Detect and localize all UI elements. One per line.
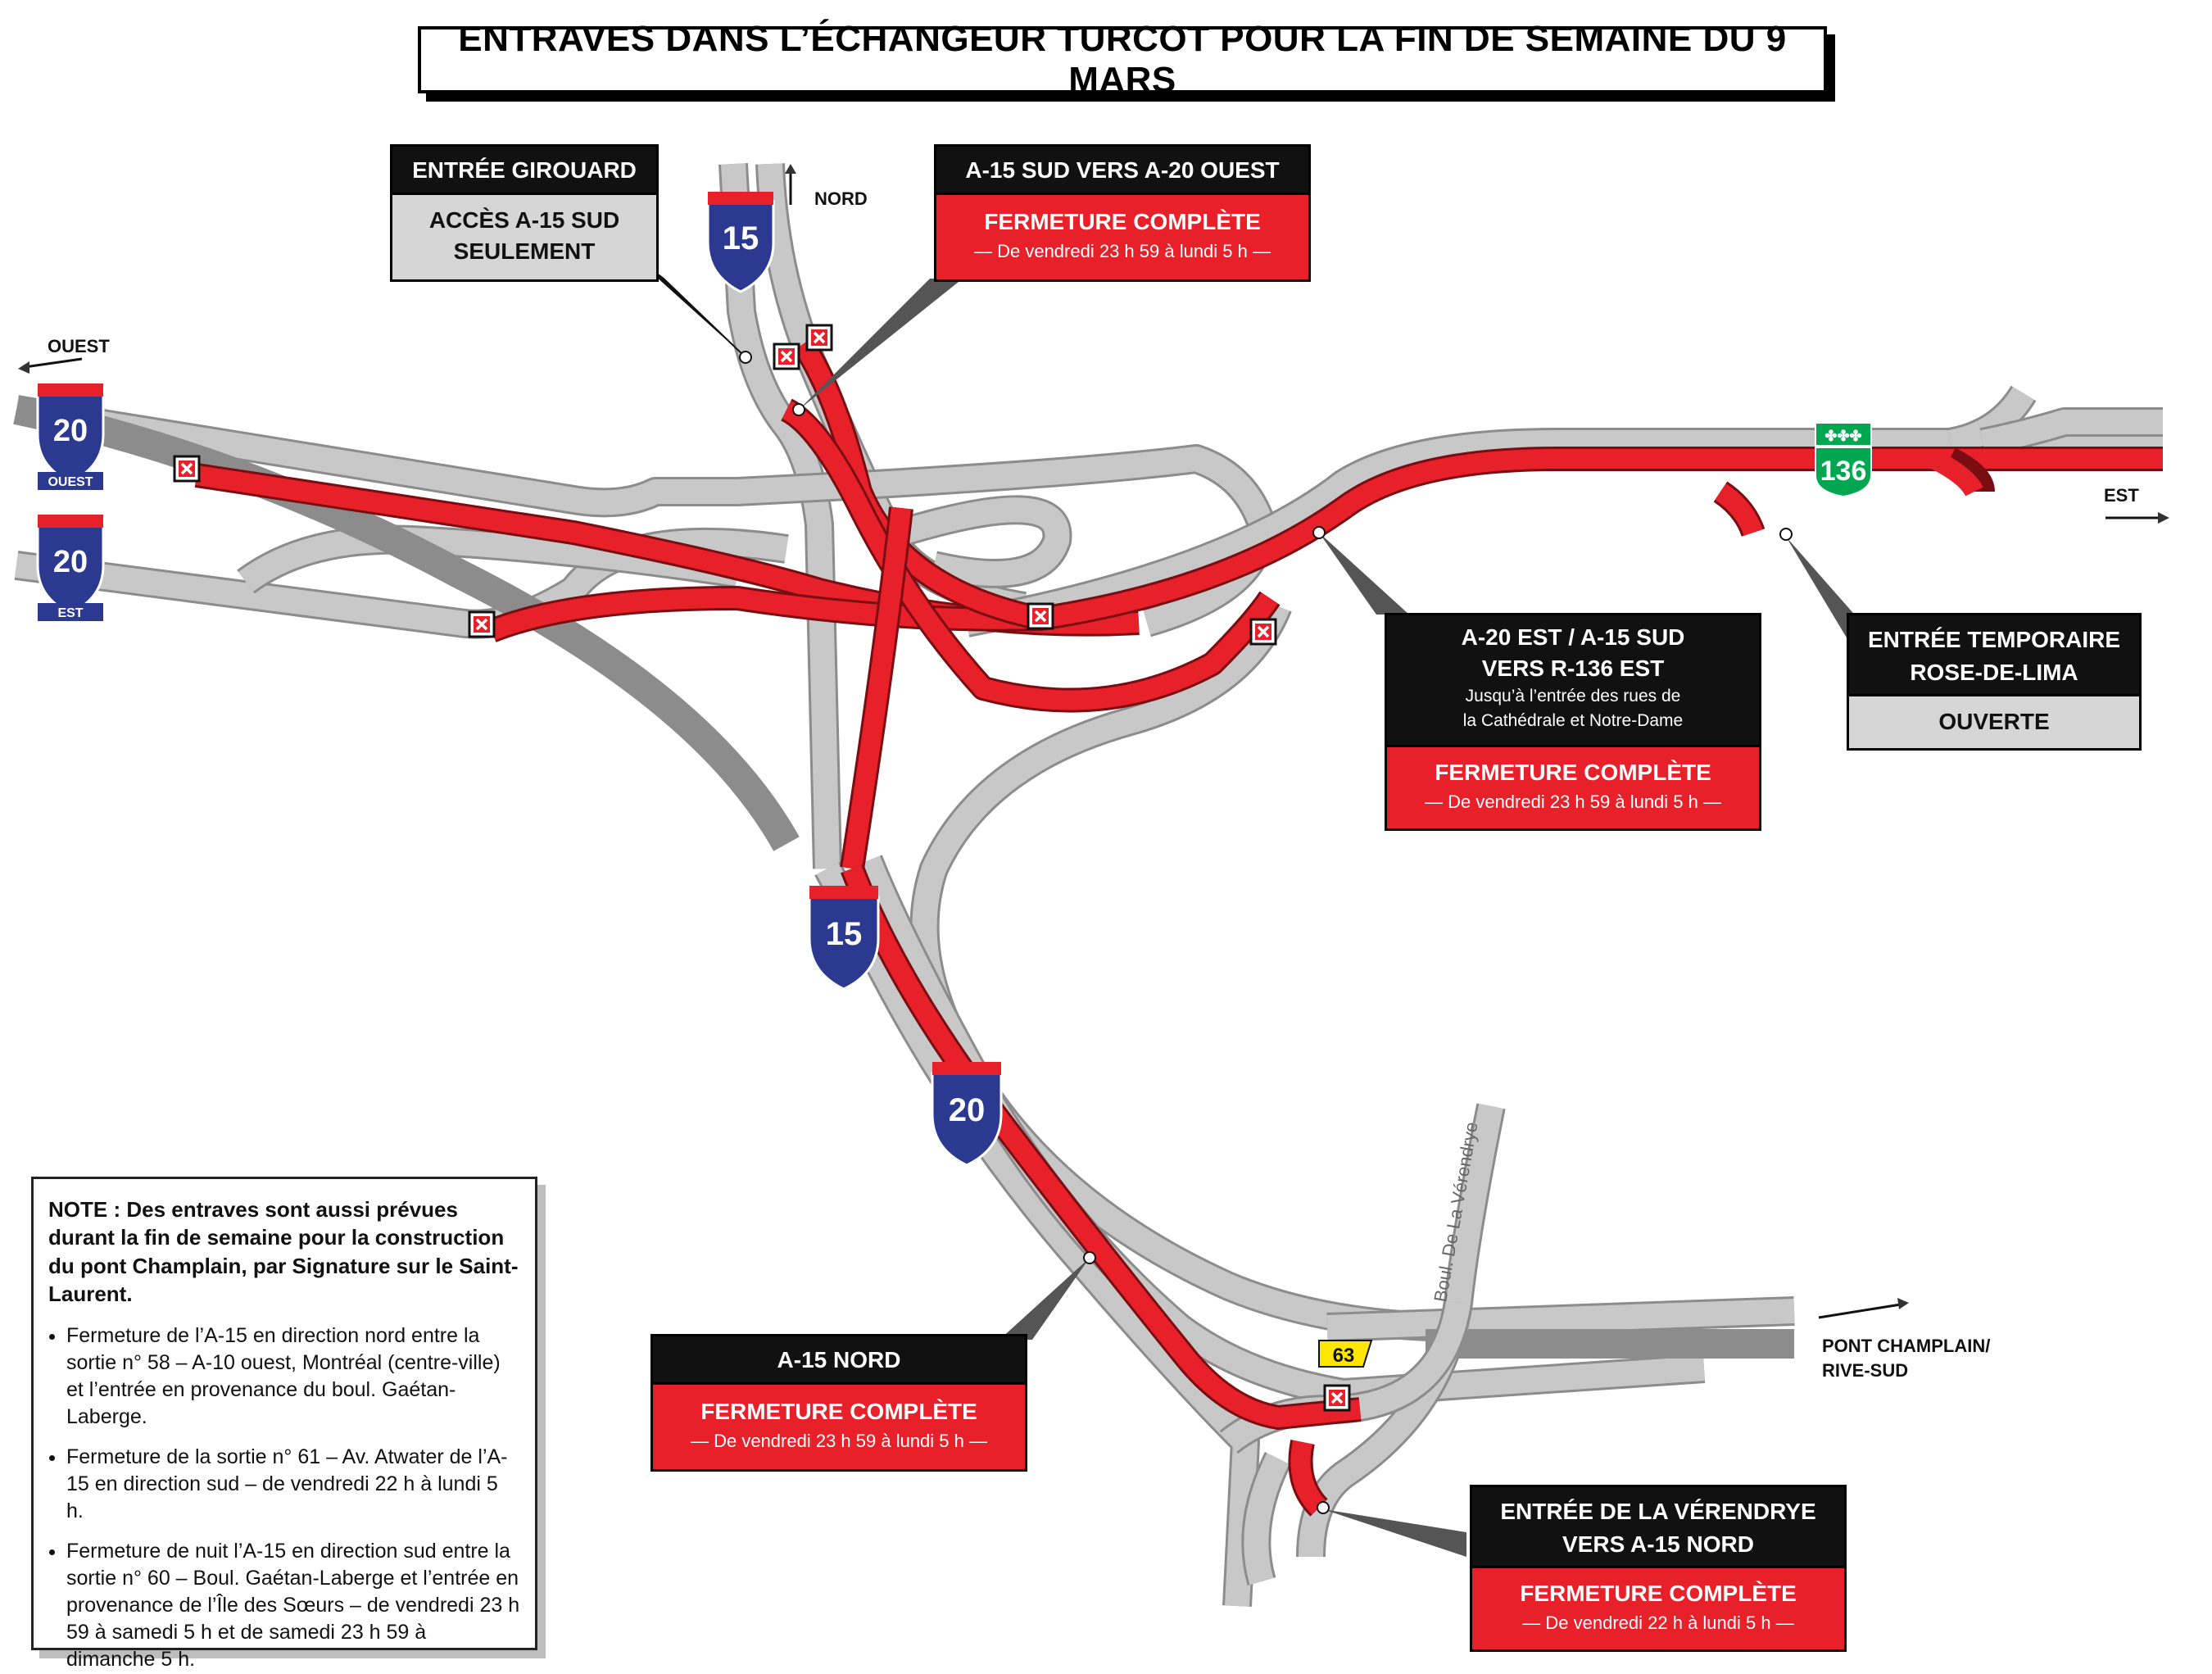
callout-rose-de-lima — [1847, 613, 2142, 751]
note-item: • Fermeture de nuit l’A-15 en direction sud entre la sortie n° 60 – Boul. Gaétan-Laberge et l’entrée en provenance de l’Île des Sœurs – de vendredi 23 h 59 à samedi 5 h et de samedi 23 h 59 à dimanche 5 h. — [66, 1538, 520, 1673]
direction-pont-champlain-label: PONT CHAMPLAIN/ — [1822, 1336, 1991, 1356]
callout-line: ENTRÉE DE LA VÉRENDRYE — [1500, 1499, 1816, 1524]
note-list — [48, 1322, 520, 1673]
callout-body — [934, 195, 1311, 282]
note-box — [31, 1177, 537, 1672]
callout-header: ENTRÉE GIROUARD — [390, 144, 659, 195]
svg-text:20: 20 — [52, 545, 88, 579]
callout-entree-girouard — [390, 144, 659, 282]
svg-text:15: 15 — [722, 220, 759, 256]
page-title: ENTRAVES DANS L’ÉCHANGEUR TURCOT POUR LA FIN DE SEMAINE DU 9 MARS — [418, 26, 1827, 93]
closure-x-icon — [175, 456, 199, 481]
closure-period: — De vendredi 22 h à lundi 5 h — — [1522, 1613, 1794, 1633]
a20-ouest-shield — [38, 383, 103, 490]
callout-header — [1470, 1485, 1847, 1568]
svg-text:✤✤✤: ✤✤✤ — [1824, 428, 1862, 444]
closure-x-icon — [1325, 1386, 1349, 1410]
svg-text:20: 20 — [52, 414, 88, 448]
closure-status: FERMETURE COMPLÈTE — [700, 1399, 977, 1424]
note-item: • Fermeture de la sortie n° 61 – Av. Atwater de l’A-15 en direction sud – de vendredi 22 h à lundi 5 h. — [66, 1444, 520, 1525]
closure-x-icon — [469, 612, 494, 637]
closure-x-icon — [807, 325, 832, 350]
callout-header: A-15 NORD — [650, 1334, 1027, 1385]
svg-text:136: 136 — [1820, 456, 1867, 487]
closure-period: — De vendredi 23 h 59 à lundi 5 h — — [1424, 792, 1721, 812]
callout-a20-est-a15-sud — [1385, 613, 1761, 831]
note-item: • Fermeture de l’A-15 en direction nord entre la sortie n° 58 – A-10 ouest, Montréal (centre-ville) et l’entrée en provenance du boul. Gaétan-Laberge. — [66, 1322, 520, 1431]
r136-shield — [1815, 423, 1871, 497]
closure-status: FERMETURE COMPLÈTE — [1435, 760, 1711, 785]
svg-text:OUEST: OUEST — [48, 475, 93, 489]
svg-text:15: 15 — [825, 916, 863, 952]
callout-header — [1385, 613, 1761, 747]
callout-header — [1847, 613, 2142, 696]
a15-shield-top — [708, 192, 773, 292]
callout-line: ENTRÉE TEMPORAIRE — [1867, 627, 2121, 652]
r63-shield — [1319, 1341, 1371, 1367]
callout-header: A-15 SUD VERS A-20 OUEST — [934, 144, 1311, 195]
callout-body: OUVERTE — [1847, 696, 2142, 751]
callout-subline: Jusqu’à l’entrée des rues de — [1465, 687, 1681, 705]
callout-subline: la Cathédrale et Notre-Dame — [1462, 711, 1684, 730]
direction-rive-sud-label: RIVE-SUD — [1822, 1360, 1909, 1381]
closure-x-icon — [1251, 619, 1276, 644]
closure-period: — De vendredi 23 h 59 à lundi 5 h — — [973, 241, 1271, 261]
svg-text:EST: EST — [57, 606, 84, 620]
street-label: Boul. De La Vérendrye — [1430, 1120, 1482, 1304]
callout-body — [1470, 1568, 1847, 1652]
callout-line: A-20 EST / A-15 SUD — [1461, 624, 1685, 650]
direction-ouest-label: OUEST — [48, 336, 110, 356]
note-intro: NOTE : Des entraves sont aussi prévues durant la fin de semaine pour la construction du pont Champlain, par Signature sur le Saint-Laurent. — [48, 1197, 519, 1306]
callout-line: VERS A-15 NORD — [1562, 1531, 1754, 1557]
closure-period: — De vendredi 23 h 59 à lundi 5 h — — [690, 1431, 987, 1451]
direction-est-label: EST — [2104, 485, 2139, 506]
callout-body — [1385, 747, 1761, 831]
svg-text:63: 63 — [1332, 1345, 1355, 1367]
closure-x-icon — [774, 344, 799, 369]
callout-body — [650, 1385, 1027, 1472]
callout-line: ROSE-DE-LIMA — [1910, 660, 2078, 685]
direction-nord-label: NORD — [814, 188, 868, 209]
callout-line: VERS R-136 EST — [1481, 656, 1665, 681]
closure-status: FERMETURE COMPLÈTE — [1520, 1581, 1797, 1606]
closure-status: FERMETURE COMPLÈTE — [984, 209, 1261, 234]
callout-body — [390, 195, 659, 282]
callout-line: SEULEMENT — [453, 238, 596, 264]
closure-x-icon — [1028, 604, 1053, 628]
callout-a15-sud-a20-ouest — [934, 144, 1311, 282]
callout-a15-nord — [650, 1334, 1027, 1472]
callout-entree-verendrye — [1470, 1485, 1847, 1652]
a20-est-shield — [38, 515, 103, 621]
svg-text:20: 20 — [948, 1092, 986, 1128]
callout-line: ACCÈS A-15 SUD — [428, 207, 620, 233]
